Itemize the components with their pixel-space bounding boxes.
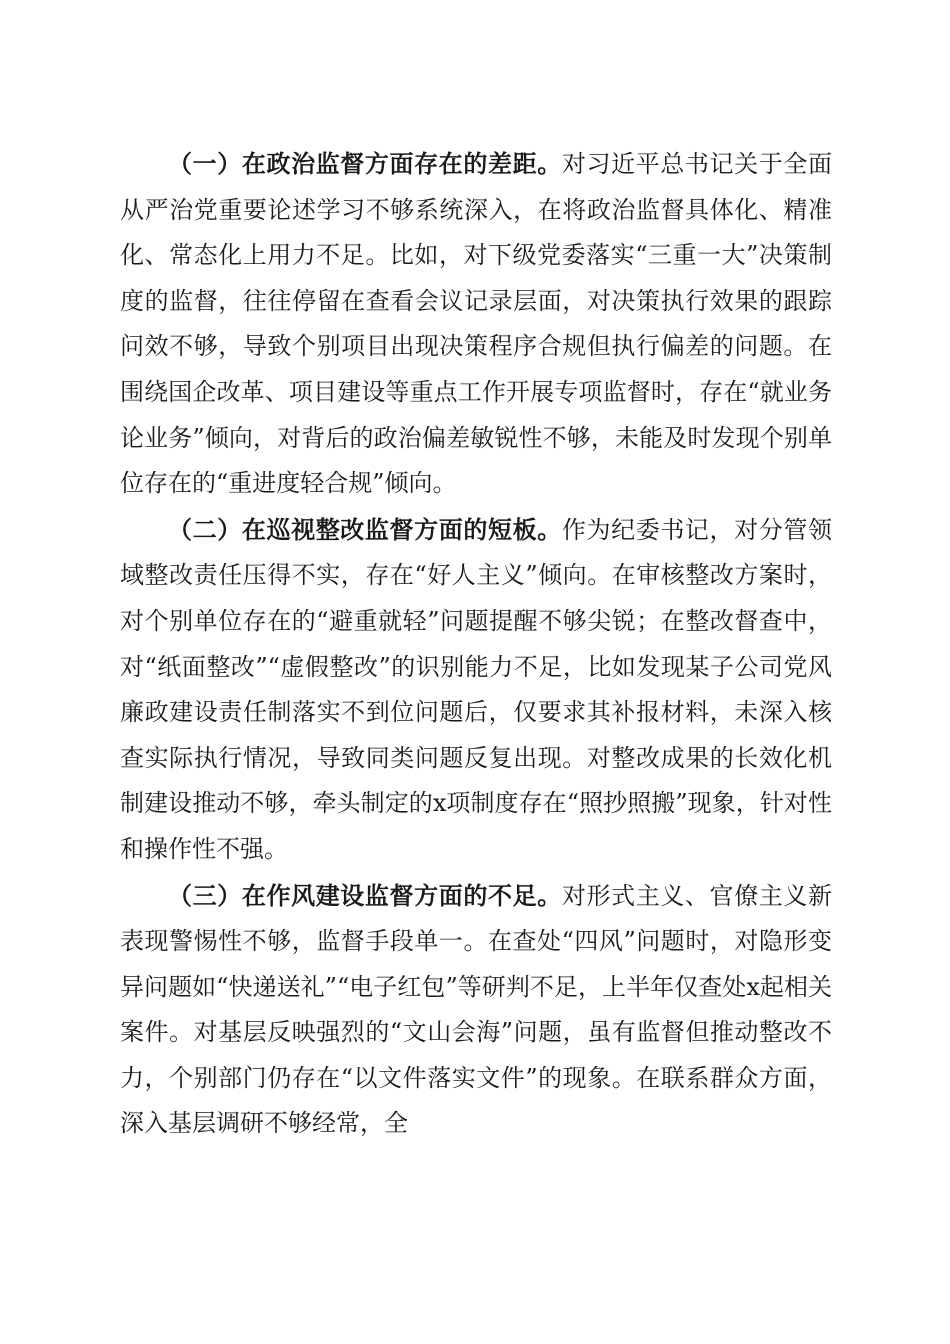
section-heading-3: （三）在作风建设监督方面的不足。 (168, 880, 562, 910)
section-body-3: 对形式主义、官僚主义新表现警惕性不够，监督手段单一。在查处“四风”问题时，对隐形变异问题如“快递送礼”“电子红包”等研判不足，上半年仅查处x起相关案件。对基层反映强烈的“文山会海”问题，虽有监督但推动整改不力，个别部门仍存在“以文件落实文件”的现象。在联系群众方面，深入基层调研不够经常，全 (120, 881, 833, 1138)
section-heading-1: （一）在政治监督方面存在的差距。 (168, 149, 562, 178)
section-body-1: 对习近平总书记关于全面从严治党重要论述学习不够系统深入，在将政治监督具体化、精准化、常态化上用力不足。比如，对下级党委落实“三重一大”决策制度的监督，往往停留在查看会议记录层面，对决策执行效果的跟踪问效不够，导致个别项目出现决策程序合规但执行偏差的问题。在围绕国企改革、项目建设等重点工作开展专项监督时，存在“就业务论业务”倾向，对背后的政治偏差敏锐性不够，未能及时发现个别单位存在的“重进度轻合规”倾向。 (120, 150, 833, 498)
section-body-2: 作为纪委书记，对分管领域整改责任压得不实，存在“好人主义”倾向。在审核整改方案时，对个别单位存在的“避重就轻”问题提醒不够尖锐；在整改督查中，对“纸面整改”“虚假整改”的识别能力不足，比如发现某子公司党风廉政建设责任制落实不到位问题后，仅要求其补报材料，未深入核查实际执行情况，导致同类问题反复出现。对整改成果的长效化机制建设推动不够，牵头制定的x项制度存在“照抄照搬”现象，针对性和操作性不强。 (120, 515, 833, 863)
section-heading-2: （二）在巡视整改监督方面的短板。 (168, 514, 562, 544)
section-paragraph-2 (120, 507, 832, 873)
document-page (120, 141, 832, 1147)
section-paragraph-1 (120, 141, 832, 507)
section-paragraph-3 (120, 873, 832, 1148)
